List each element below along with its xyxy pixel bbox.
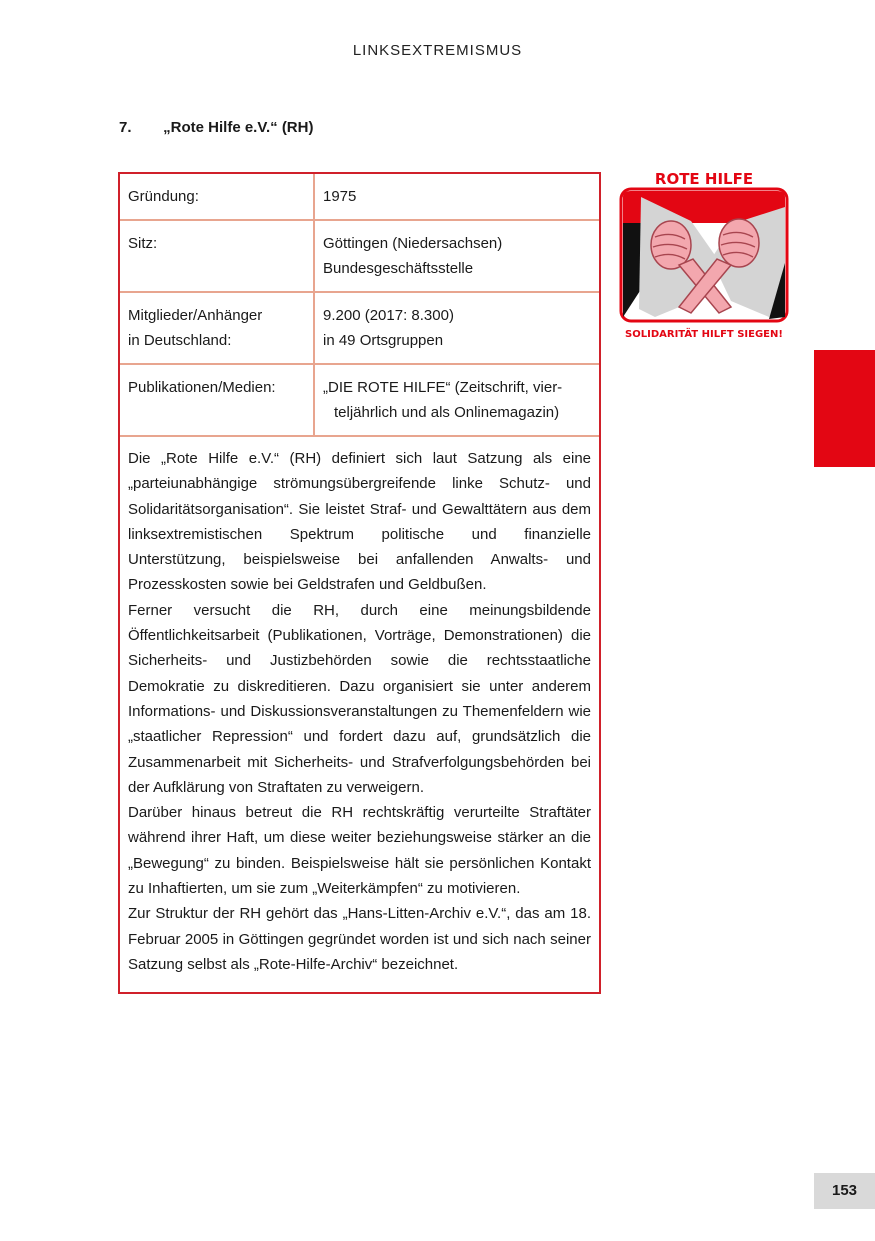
section-title: „Rote Hilfe e.V.“ (RH) bbox=[163, 119, 314, 136]
fact-key bbox=[120, 174, 314, 220]
fact-key-line: Mitglieder/Anhänger bbox=[128, 307, 263, 324]
fact-row-founding bbox=[120, 174, 599, 220]
fact-value bbox=[314, 220, 599, 292]
fact-row-publications bbox=[120, 364, 599, 436]
fact-value-line: 9.200 (2017: 8.300) bbox=[323, 307, 454, 324]
page-number: 153 bbox=[814, 1173, 875, 1209]
description-paragraph: Die „Rote Hilfe e.V.“ (RH) definiert sich laut Satzung als eine „parteiunabhängige strömungsübergreifende linke Schutz- und Solidaritätsorganisation“. Sie leistet Straf- und Gewalttätern aus dem linksextremistischen Spektrum politische und finanzielle Unterstützung, beispielsweise bei anfallenden Anwalts- und Prozesskosten sowie bei Geldstrafen und Geldbußen. bbox=[128, 450, 591, 594]
fact-value-line: Göttingen (Niedersachsen) bbox=[323, 235, 503, 252]
fact-value-line: in 49 Ortsgruppen bbox=[323, 332, 444, 349]
fact-value bbox=[314, 364, 599, 436]
fact-key bbox=[120, 292, 314, 364]
logo-top-text: ROTE HILFE bbox=[654, 170, 754, 188]
fact-key-line: in Deutschland: bbox=[128, 332, 232, 349]
fact-value bbox=[314, 174, 599, 220]
description-paragraph: Zur Struktur der RH gehört das „Hans-Litten-Archiv e.V.“, das am 18. Februar 2005 in Göttingen gegründet worden ist und sich nach seiner Satzung selbst als „Rote-Hilfe-Archiv“ bezeichnet. bbox=[128, 905, 591, 973]
section-number: 7. bbox=[119, 119, 132, 136]
fact-key-line: Sitz: bbox=[128, 235, 158, 252]
logo-bottom-text: SOLIDARITÄT HILFT SIEGEN! bbox=[625, 329, 783, 340]
chapter-marker-tab bbox=[814, 350, 875, 467]
fact-value-line: „DIE ROTE HILFE“ (Zeitschrift, vier- bbox=[323, 379, 563, 396]
fact-key-line: Gründung: bbox=[128, 188, 199, 205]
rote-hilfe-logo bbox=[619, 167, 789, 345]
facts-table bbox=[120, 174, 599, 437]
fact-value-line: 1975 bbox=[323, 188, 357, 205]
fact-key bbox=[120, 364, 314, 436]
section-heading bbox=[119, 119, 313, 136]
fact-key bbox=[120, 220, 314, 292]
description-paragraph: Darüber hinaus betreut die RH rechtskräftig verurteilte Straftäter während ihrer Haft, um diese weiter beziehungsweise stärker an die „Bewegung“ zu binden. Beispielsweise hält sie persönlichen Kontakt zu Inhaftierten, um sie zum „Weiterkämpfen“ zu motivieren. bbox=[128, 804, 591, 898]
description-text bbox=[120, 437, 599, 977]
description-paragraph: Ferner versucht die RH, durch eine meinungsbildende Öffentlichkeitsarbeit (Publikationen, Vorträge, Demonstrationen) die Sicherheits- und Justizbehörden sowie die rechtsstaatliche Demokratie zu diskreditieren. Dazu organisiert sie unter anderem Informations- und Diskussionsveranstaltungen zu Themenfeldern wie „staatlicher Repression“ und fordert dazu auf, grundsätzlich die Zusammenarbeit mit Sicherheits- und Strafverfolgungsbehörden bei der Aufklärung von Straftaten zu verweigern. bbox=[128, 601, 591, 796]
rote-hilfe-logo-image bbox=[619, 167, 789, 345]
fact-row-seat bbox=[120, 220, 599, 292]
fact-value-line: Bundesgeschäftsstelle bbox=[323, 260, 474, 277]
running-title: LINKSEXTREMISMUS bbox=[352, 42, 523, 59]
fact-value-line: teljährlich und als Onlinemagazin) bbox=[334, 404, 560, 421]
info-box bbox=[118, 172, 601, 994]
fact-key-line: Publikationen/Medien: bbox=[128, 379, 276, 396]
fact-value bbox=[314, 292, 599, 364]
fact-row-members bbox=[120, 292, 599, 364]
